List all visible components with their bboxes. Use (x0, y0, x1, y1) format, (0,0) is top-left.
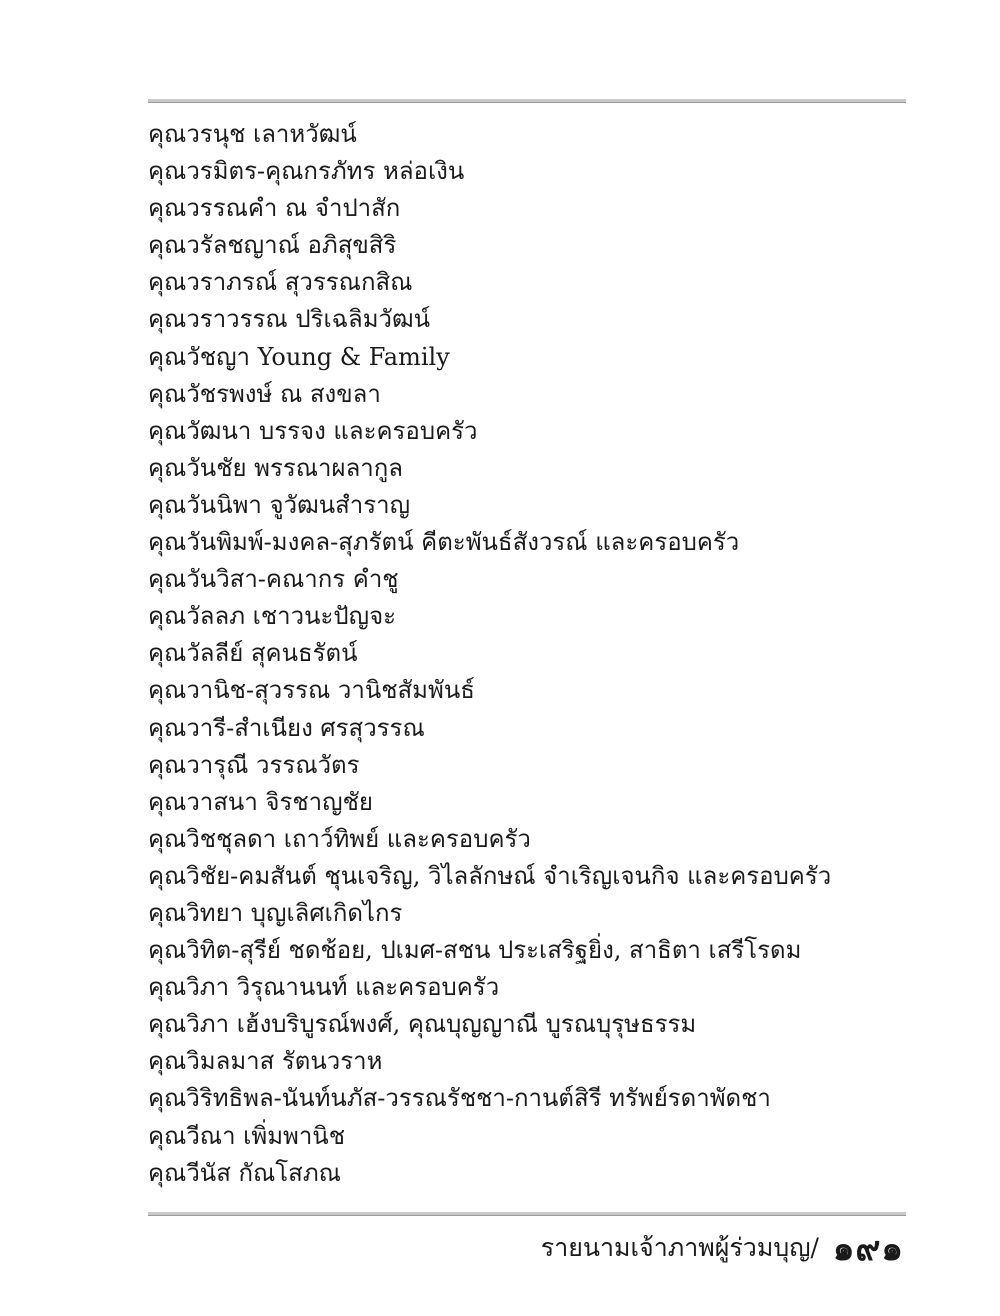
name-entry: คุณวันพิมพ์-มงคล-สุภรัตน์ คีตะพันธ์สังวรณ์ และครอบครัว (148, 528, 740, 557)
name-entry: คุณวิริทธิพล-นันท์นภัส-วรรณรัชชา-กานต์สิรี ทรัพย์รดาพัดชา (148, 1084, 771, 1113)
name-entry: คุณวีณา เพิ่มพานิช (148, 1121, 346, 1150)
name-entry: คุณวรมิตร-คุณกรภัทร หล่อเงิน (148, 157, 465, 186)
bottom-rule (148, 1212, 906, 1216)
name-entry: คุณวรัลชญาณ์ อภิสุขสิริ (148, 231, 397, 260)
name-entry: คุณวิชชุลดา เถาว์ทิพย์ และครอบครัว (148, 824, 531, 853)
name-entry: คุณวานิช-สุวรรณ วานิชสัมพันธ์ (148, 676, 475, 705)
name-entry: คุณวันชัย พรรณาผลากูล (148, 453, 404, 482)
name-entry: คุณวารี-สำเนียง ศรสุวรรณ (148, 713, 425, 742)
name-entry: คุณวัชญา Young & Family (148, 342, 450, 371)
page-footer (541, 1228, 904, 1268)
name-entry: คุณวราวรรณ ปริเฉลิมวัฒน์ (148, 305, 431, 334)
name-entry: คุณวิทยา บุญเลิศเกิดไกร (148, 898, 403, 927)
name-entry: คุณวัลลีย์ สุคนธรัตน์ (148, 639, 358, 668)
name-entry: คุณวิทิต-สุรีย์ ชดช้อย, ปเมศ-สชน ประเสริฐยิ่ง, สาธิตา เสรีโรดม (148, 936, 802, 965)
name-entry: คุณวัฒนา บรรจง และครอบครัว (148, 416, 478, 445)
name-entry: คุณวันวิสา-คณากร คำชู (148, 565, 399, 594)
name-entry: คุณวิมลมาส รัตนวราห (148, 1047, 383, 1076)
name-entry: คุณวาสนา จิรชาญชัย (148, 787, 373, 816)
footer-title: รายนามเจ้าภาพผู้ร่วมบุญ/ (540, 1233, 819, 1262)
name-entry: คุณวิภา เฮ้งบริบูรณ์พงศ์, คุณบุญญาณี บูรณบุรุษธรรม (148, 1010, 697, 1039)
name-entry: คุณวราภรณ์ สุวรรณกสิณ (148, 268, 413, 297)
name-entry: คุณวรรณคำ ณ จำปาสัก (148, 194, 401, 223)
donor-name-list (148, 116, 906, 1192)
name-entry: คุณวัลลภ เชาวนะปัญจะ (148, 602, 397, 631)
name-entry: คุณวัชรพงษ์ ณ สงขลา (148, 379, 381, 408)
name-entry: คุณวิภา วิรุณานนท์ และครอบครัว (148, 973, 500, 1002)
page-number: ๑๙๑ (832, 1229, 904, 1269)
name-entry: คุณวารุณี วรรณวัตร (148, 750, 360, 779)
top-rule (148, 99, 906, 103)
name-entry: คุณวิชัย-คมสันต์ ชุนเจริญ, วิไลลักษณ์ จำเริญเจนกิจ และครอบครัว (148, 861, 832, 890)
name-entry: คุณวีนัส กัณโสภณ (148, 1158, 341, 1187)
name-entry: คุณวรนุช เลาหวัฒน์ (148, 120, 357, 148)
name-entry: คุณวันนิพา จูวัฒนสำราญ (148, 490, 411, 519)
